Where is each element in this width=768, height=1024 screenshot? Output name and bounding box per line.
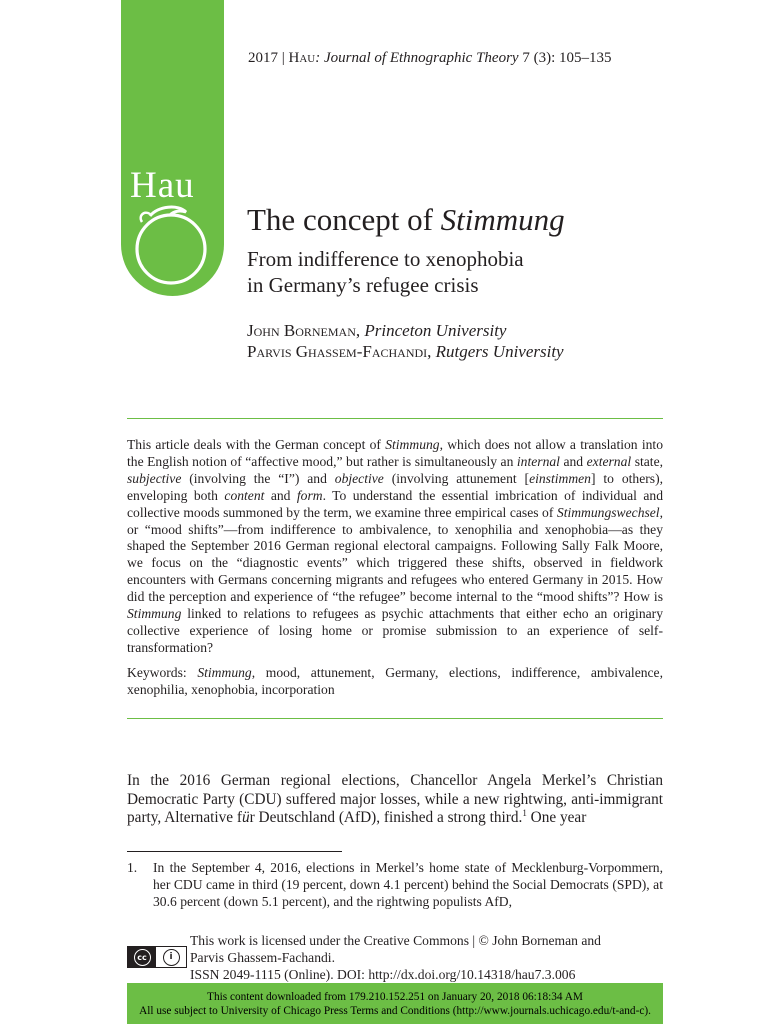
article-subtitle: From indifference to xenophobia in Germany’s refugee crisis	[247, 247, 524, 297]
creative-commons-badge[interactable]	[127, 946, 187, 968]
ouroboros-logo-icon	[128, 202, 214, 288]
author-entry: John Borneman, Princeton University	[247, 321, 507, 340]
download-banner: This content downloaded from 179.210.152.251 on January 20, 2018 06:18:34 AM All use subject to University of Chicago Press Terms and Conditions (http://www.journals.uchicago.edu/t-and-c).	[127, 983, 663, 1024]
footnote-divider	[127, 851, 342, 852]
footnote-text: In the September 4, 2016, elections in Merkel’s home state of Mecklenburg-Vorpommern, her CDU came in third (19 percent, down 4.1 percent) behind the Social Democrats (SPD), at 30.6 percent (down 5.1 percent), and the rightwing populists AfD,	[153, 860, 663, 909]
abstract-bottom-divider	[127, 718, 663, 719]
abstract	[127, 437, 663, 657]
abstract-top-divider	[127, 418, 663, 419]
attribution-icon: i	[163, 949, 180, 966]
footnote-reference[interactable]: 1	[522, 807, 527, 818]
body-paragraph: In the 2016 German regional elections, Chancellor Angela Merkel’s Christian Democratic Party (CDU) suffered major losses, while a new rightwing, anti-immigrant party, Alternative für Deutschland (AfD), finished a strong third.$^1$ One year	[127, 772, 663, 826]
author-entry: Parvis Ghassem-Fachandi, Rutgers University	[247, 342, 564, 361]
footnote	[127, 859, 663, 910]
author-list	[247, 320, 564, 362]
article-title: The concept of Stimmung	[247, 202, 565, 237]
journal-logo-text: Hau	[130, 165, 195, 206]
license-statement: This work is licensed under the Creative Commons | © John Borneman and Parvis Ghassem-Fachandi. ISSN 2049-1115 (Online). DOI: http://dx.doi.org/10.14318/hau7.3.006	[190, 932, 660, 983]
doi-link[interactable]: ISSN 2049-1115 (Online). DOI: http://dx.doi.org/10.14318/hau7.3.006	[190, 967, 576, 982]
cc-icon: cc	[134, 949, 151, 966]
journal-citation: 2017 | Hau: Journal of Ethnographic Theory 7 (3): 105–135	[248, 50, 612, 66]
abstract-text: This article deals with the German concept of Stimmung, which does not allow a translation into the English notion of “affective mood,” but rather is simultaneously an internal and external state, subjective (involving the “I”) and objective (involving attunement [einstimmen] to others), enveloping both content and form. To understand the essential imbrication of individual and collective moods summoned by the term, we examine three empirical cases of Stimmungswechsel, or “mood shifts”—from indifference to ambivalence, to xenophilia and xenophobia—as they shaped the September 2016 German regional electoral campaigns. Following Sally Falk Moore, we focus on the “diagnostic events” which triggered these shifts, observed in fieldwork encounters with Germans concerning migrants and refugees who entered Germany in 2015. How did the perception and experience of “the refugee” become internal to the “mood shifts”? How is Stimmung linked to relations to refugees as psychic attachments that either echo an originary collective experience of losing home or promise submission to an experience of self-transformation?	[127, 437, 663, 655]
footnote-number: 1.	[127, 860, 138, 875]
terms-link[interactable]: All use subject to University of Chicago Press Terms and Conditions (http://www.journals.uchicago.edu/t-and-c).	[139, 1005, 651, 1017]
keywords: Keywords: Stimmung, mood, attunement, Germany, elections, indifference, ambivalence, xenophilia, xenophobia, incorporation	[127, 665, 663, 697]
